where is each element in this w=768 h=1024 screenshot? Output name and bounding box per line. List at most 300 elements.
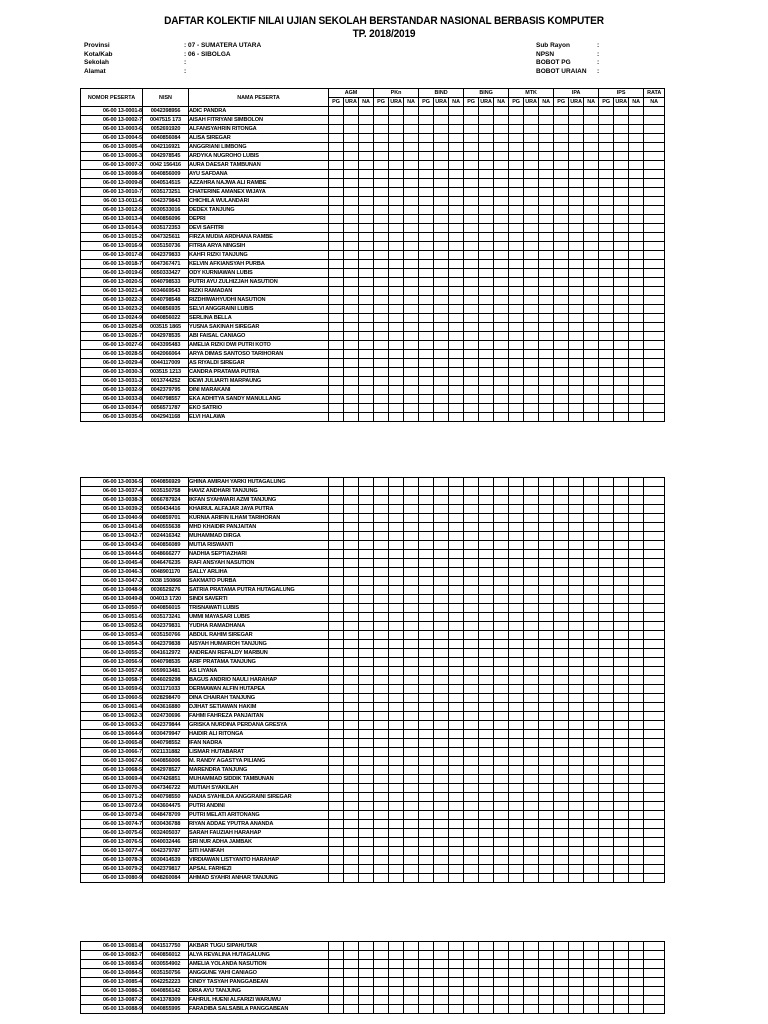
- grade-cell[interactable]: [539, 766, 554, 775]
- grade-cell[interactable]: [539, 323, 554, 332]
- grade-cell[interactable]: [449, 748, 464, 757]
- grade-cell[interactable]: [539, 996, 554, 1005]
- grade-cell[interactable]: [554, 523, 569, 532]
- grade-cell[interactable]: [419, 532, 434, 541]
- grade-cell[interactable]: [449, 996, 464, 1005]
- grade-cell[interactable]: [389, 568, 404, 577]
- grade-cell[interactable]: [359, 748, 374, 757]
- grade-cell[interactable]: [374, 395, 389, 404]
- grade-cell[interactable]: [479, 368, 494, 377]
- grade-cell[interactable]: [389, 730, 404, 739]
- grade-cell[interactable]: [524, 730, 539, 739]
- grade-cell[interactable]: [554, 960, 569, 969]
- grade-cell[interactable]: [554, 757, 569, 766]
- grade-cell[interactable]: [644, 413, 665, 422]
- grade-cell[interactable]: [569, 116, 584, 125]
- grade-cell[interactable]: [509, 676, 524, 685]
- grade-cell[interactable]: [344, 856, 359, 865]
- grade-cell[interactable]: [644, 161, 665, 170]
- grade-cell[interactable]: [584, 942, 599, 951]
- grade-cell[interactable]: [569, 730, 584, 739]
- grade-cell[interactable]: [644, 478, 665, 487]
- grade-cell[interactable]: [404, 559, 419, 568]
- grade-cell[interactable]: [344, 386, 359, 395]
- grade-cell[interactable]: [554, 377, 569, 386]
- grade-cell[interactable]: [359, 631, 374, 640]
- grade-cell[interactable]: [449, 179, 464, 188]
- grade-cell[interactable]: [644, 125, 665, 134]
- grade-cell[interactable]: [419, 350, 434, 359]
- grade-cell[interactable]: [329, 685, 344, 694]
- grade-cell[interactable]: [539, 685, 554, 694]
- grade-cell[interactable]: [389, 757, 404, 766]
- grade-cell[interactable]: [359, 721, 374, 730]
- grade-cell[interactable]: [584, 604, 599, 613]
- grade-cell[interactable]: [614, 550, 629, 559]
- grade-cell[interactable]: [629, 694, 644, 703]
- grade-cell[interactable]: [554, 152, 569, 161]
- grade-cell[interactable]: [464, 712, 479, 721]
- grade-cell[interactable]: [374, 116, 389, 125]
- grade-cell[interactable]: [494, 595, 509, 604]
- grade-cell[interactable]: [434, 568, 449, 577]
- grade-cell[interactable]: [554, 404, 569, 413]
- grade-cell[interactable]: [599, 197, 614, 206]
- grade-cell[interactable]: [449, 847, 464, 856]
- grade-cell[interactable]: [599, 811, 614, 820]
- grade-cell[interactable]: [494, 730, 509, 739]
- grade-cell[interactable]: [614, 951, 629, 960]
- grade-cell[interactable]: [539, 341, 554, 350]
- grade-cell[interactable]: [449, 820, 464, 829]
- grade-cell[interactable]: [584, 523, 599, 532]
- grade-cell[interactable]: [524, 865, 539, 874]
- grade-cell[interactable]: [419, 242, 434, 251]
- grade-cell[interactable]: [344, 296, 359, 305]
- grade-cell[interactable]: [599, 116, 614, 125]
- grade-cell[interactable]: [494, 793, 509, 802]
- grade-cell[interactable]: [494, 215, 509, 224]
- grade-cell[interactable]: [464, 514, 479, 523]
- grade-cell[interactable]: [644, 748, 665, 757]
- grade-cell[interactable]: [464, 404, 479, 413]
- grade-cell[interactable]: [599, 586, 614, 595]
- grade-cell[interactable]: [449, 942, 464, 951]
- grade-cell[interactable]: [404, 197, 419, 206]
- grade-cell[interactable]: [494, 377, 509, 386]
- grade-cell[interactable]: [329, 996, 344, 1005]
- grade-cell[interactable]: [554, 802, 569, 811]
- grade-cell[interactable]: [344, 341, 359, 350]
- grade-cell[interactable]: [479, 802, 494, 811]
- grade-cell[interactable]: [404, 640, 419, 649]
- grade-cell[interactable]: [599, 152, 614, 161]
- grade-cell[interactable]: [644, 951, 665, 960]
- grade-cell[interactable]: [509, 413, 524, 422]
- grade-cell[interactable]: [374, 269, 389, 278]
- grade-cell[interactable]: [344, 514, 359, 523]
- grade-cell[interactable]: [389, 658, 404, 667]
- grade-cell[interactable]: [434, 395, 449, 404]
- grade-cell[interactable]: [584, 496, 599, 505]
- grade-cell[interactable]: [344, 640, 359, 649]
- grade-cell[interactable]: [644, 631, 665, 640]
- grade-cell[interactable]: [464, 116, 479, 125]
- grade-cell[interactable]: [629, 748, 644, 757]
- grade-cell[interactable]: [494, 838, 509, 847]
- grade-cell[interactable]: [554, 206, 569, 215]
- grade-cell[interactable]: [509, 368, 524, 377]
- grade-cell[interactable]: [389, 676, 404, 685]
- grade-cell[interactable]: [329, 179, 344, 188]
- grade-cell[interactable]: [434, 197, 449, 206]
- grade-cell[interactable]: [494, 206, 509, 215]
- grade-cell[interactable]: [629, 323, 644, 332]
- grade-cell[interactable]: [374, 179, 389, 188]
- grade-cell[interactable]: [479, 667, 494, 676]
- grade-cell[interactable]: [404, 278, 419, 287]
- grade-cell[interactable]: [449, 496, 464, 505]
- grade-cell[interactable]: [524, 541, 539, 550]
- grade-cell[interactable]: [404, 856, 419, 865]
- grade-cell[interactable]: [359, 775, 374, 784]
- grade-cell[interactable]: [509, 116, 524, 125]
- grade-cell[interactable]: [419, 323, 434, 332]
- grade-cell[interactable]: [464, 541, 479, 550]
- grade-cell[interactable]: [554, 577, 569, 586]
- grade-cell[interactable]: [419, 856, 434, 865]
- grade-cell[interactable]: [494, 649, 509, 658]
- grade-cell[interactable]: [389, 793, 404, 802]
- grade-cell[interactable]: [599, 1005, 614, 1014]
- grade-cell[interactable]: [599, 161, 614, 170]
- grade-cell[interactable]: [599, 631, 614, 640]
- grade-cell[interactable]: [344, 838, 359, 847]
- grade-cell[interactable]: [329, 649, 344, 658]
- grade-cell[interactable]: [524, 676, 539, 685]
- grade-cell[interactable]: [434, 350, 449, 359]
- grade-cell[interactable]: [494, 278, 509, 287]
- grade-cell[interactable]: [374, 978, 389, 987]
- grade-cell[interactable]: [479, 838, 494, 847]
- grade-cell[interactable]: [584, 739, 599, 748]
- grade-cell[interactable]: [539, 287, 554, 296]
- grade-cell[interactable]: [554, 748, 569, 757]
- grade-cell[interactable]: [359, 332, 374, 341]
- grade-cell[interactable]: [389, 631, 404, 640]
- grade-cell[interactable]: [509, 667, 524, 676]
- grade-cell[interactable]: [389, 856, 404, 865]
- grade-cell[interactable]: [479, 640, 494, 649]
- grade-cell[interactable]: [539, 577, 554, 586]
- grade-cell[interactable]: [644, 793, 665, 802]
- grade-cell[interactable]: [344, 395, 359, 404]
- grade-cell[interactable]: [344, 377, 359, 386]
- grade-cell[interactable]: [479, 206, 494, 215]
- grade-cell[interactable]: [509, 152, 524, 161]
- grade-cell[interactable]: [494, 395, 509, 404]
- grade-cell[interactable]: [389, 134, 404, 143]
- grade-cell[interactable]: [509, 595, 524, 604]
- grade-cell[interactable]: [494, 631, 509, 640]
- grade-cell[interactable]: [449, 152, 464, 161]
- grade-cell[interactable]: [419, 667, 434, 676]
- grade-cell[interactable]: [539, 667, 554, 676]
- grade-cell[interactable]: [374, 550, 389, 559]
- grade-cell[interactable]: [644, 386, 665, 395]
- grade-cell[interactable]: [419, 487, 434, 496]
- grade-cell[interactable]: [539, 969, 554, 978]
- grade-cell[interactable]: [464, 251, 479, 260]
- grade-cell[interactable]: [359, 368, 374, 377]
- grade-cell[interactable]: [539, 820, 554, 829]
- grade-cell[interactable]: [494, 496, 509, 505]
- grade-cell[interactable]: [569, 685, 584, 694]
- grade-cell[interactable]: [464, 640, 479, 649]
- grade-cell[interactable]: [479, 170, 494, 179]
- grade-cell[interactable]: [584, 368, 599, 377]
- grade-cell[interactable]: [434, 775, 449, 784]
- grade-cell[interactable]: [464, 134, 479, 143]
- grade-cell[interactable]: [464, 978, 479, 987]
- grade-cell[interactable]: [449, 305, 464, 314]
- grade-cell[interactable]: [539, 748, 554, 757]
- grade-cell[interactable]: [434, 206, 449, 215]
- grade-cell[interactable]: [554, 829, 569, 838]
- grade-cell[interactable]: [629, 559, 644, 568]
- grade-cell[interactable]: [569, 676, 584, 685]
- grade-cell[interactable]: [629, 568, 644, 577]
- grade-cell[interactable]: [509, 350, 524, 359]
- grade-cell[interactable]: [584, 721, 599, 730]
- grade-cell[interactable]: [524, 960, 539, 969]
- grade-cell[interactable]: [374, 523, 389, 532]
- grade-cell[interactable]: [389, 685, 404, 694]
- grade-cell[interactable]: [524, 287, 539, 296]
- grade-cell[interactable]: [434, 604, 449, 613]
- grade-cell[interactable]: [359, 658, 374, 667]
- grade-cell[interactable]: [614, 658, 629, 667]
- grade-cell[interactable]: [554, 640, 569, 649]
- grade-cell[interactable]: [524, 640, 539, 649]
- grade-cell[interactable]: [509, 233, 524, 242]
- grade-cell[interactable]: [449, 386, 464, 395]
- grade-cell[interactable]: [404, 784, 419, 793]
- grade-cell[interactable]: [389, 541, 404, 550]
- grade-cell[interactable]: [539, 784, 554, 793]
- grade-cell[interactable]: [434, 712, 449, 721]
- grade-cell[interactable]: [419, 640, 434, 649]
- grade-cell[interactable]: [584, 215, 599, 224]
- grade-cell[interactable]: [389, 586, 404, 595]
- grade-cell[interactable]: [359, 251, 374, 260]
- grade-cell[interactable]: [464, 748, 479, 757]
- grade-cell[interactable]: [419, 143, 434, 152]
- grade-cell[interactable]: [584, 559, 599, 568]
- grade-cell[interactable]: [344, 568, 359, 577]
- grade-cell[interactable]: [434, 251, 449, 260]
- grade-cell[interactable]: [569, 413, 584, 422]
- grade-cell[interactable]: [509, 987, 524, 996]
- grade-cell[interactable]: [344, 865, 359, 874]
- grade-cell[interactable]: [404, 577, 419, 586]
- grade-cell[interactable]: [359, 640, 374, 649]
- grade-cell[interactable]: [539, 413, 554, 422]
- grade-cell[interactable]: [434, 865, 449, 874]
- grade-cell[interactable]: [479, 323, 494, 332]
- grade-cell[interactable]: [479, 685, 494, 694]
- grade-cell[interactable]: [614, 586, 629, 595]
- grade-cell[interactable]: [344, 847, 359, 856]
- grade-cell[interactable]: [404, 541, 419, 550]
- grade-cell[interactable]: [614, 269, 629, 278]
- grade-cell[interactable]: [494, 856, 509, 865]
- grade-cell[interactable]: [449, 577, 464, 586]
- grade-cell[interactable]: [584, 811, 599, 820]
- grade-cell[interactable]: [479, 793, 494, 802]
- grade-cell[interactable]: [539, 712, 554, 721]
- grade-cell[interactable]: [404, 829, 419, 838]
- grade-cell[interactable]: [629, 987, 644, 996]
- grade-cell[interactable]: [584, 413, 599, 422]
- grade-cell[interactable]: [389, 532, 404, 541]
- grade-cell[interactable]: [629, 595, 644, 604]
- grade-cell[interactable]: [449, 505, 464, 514]
- grade-cell[interactable]: [344, 269, 359, 278]
- grade-cell[interactable]: [479, 996, 494, 1005]
- grade-cell[interactable]: [539, 739, 554, 748]
- grade-cell[interactable]: [479, 649, 494, 658]
- grade-cell[interactable]: [599, 766, 614, 775]
- grade-cell[interactable]: [359, 703, 374, 712]
- grade-cell[interactable]: [449, 649, 464, 658]
- grade-cell[interactable]: [434, 278, 449, 287]
- grade-cell[interactable]: [464, 233, 479, 242]
- grade-cell[interactable]: [389, 604, 404, 613]
- grade-cell[interactable]: [509, 996, 524, 1005]
- grade-cell[interactable]: [419, 739, 434, 748]
- grade-cell[interactable]: [539, 278, 554, 287]
- grade-cell[interactable]: [524, 269, 539, 278]
- grade-cell[interactable]: [569, 514, 584, 523]
- grade-cell[interactable]: [539, 134, 554, 143]
- grade-cell[interactable]: [464, 793, 479, 802]
- grade-cell[interactable]: [599, 550, 614, 559]
- grade-cell[interactable]: [494, 179, 509, 188]
- grade-cell[interactable]: [614, 640, 629, 649]
- grade-cell[interactable]: [344, 951, 359, 960]
- grade-cell[interactable]: [629, 179, 644, 188]
- grade-cell[interactable]: [569, 395, 584, 404]
- grade-cell[interactable]: [644, 152, 665, 161]
- grade-cell[interactable]: [539, 242, 554, 251]
- grade-cell[interactable]: [629, 487, 644, 496]
- grade-cell[interactable]: [479, 125, 494, 134]
- grade-cell[interactable]: [434, 359, 449, 368]
- grade-cell[interactable]: [404, 969, 419, 978]
- grade-cell[interactable]: [569, 640, 584, 649]
- grade-cell[interactable]: [539, 775, 554, 784]
- grade-cell[interactable]: [509, 296, 524, 305]
- grade-cell[interactable]: [644, 296, 665, 305]
- grade-cell[interactable]: [419, 541, 434, 550]
- grade-cell[interactable]: [494, 978, 509, 987]
- grade-cell[interactable]: [584, 640, 599, 649]
- grade-cell[interactable]: [599, 332, 614, 341]
- grade-cell[interactable]: [614, 960, 629, 969]
- grade-cell[interactable]: [524, 987, 539, 996]
- grade-cell[interactable]: [554, 505, 569, 514]
- grade-cell[interactable]: [419, 987, 434, 996]
- grade-cell[interactable]: [629, 865, 644, 874]
- grade-cell[interactable]: [554, 942, 569, 951]
- grade-cell[interactable]: [404, 694, 419, 703]
- grade-cell[interactable]: [524, 179, 539, 188]
- grade-cell[interactable]: [644, 987, 665, 996]
- grade-cell[interactable]: [614, 978, 629, 987]
- grade-cell[interactable]: [404, 377, 419, 386]
- grade-cell[interactable]: [509, 179, 524, 188]
- grade-cell[interactable]: [509, 341, 524, 350]
- grade-cell[interactable]: [434, 631, 449, 640]
- grade-cell[interactable]: [389, 395, 404, 404]
- grade-cell[interactable]: [479, 496, 494, 505]
- grade-cell[interactable]: [599, 559, 614, 568]
- grade-cell[interactable]: [494, 676, 509, 685]
- grade-cell[interactable]: [569, 766, 584, 775]
- grade-cell[interactable]: [359, 987, 374, 996]
- grade-cell[interactable]: [464, 305, 479, 314]
- grade-cell[interactable]: [329, 604, 344, 613]
- grade-cell[interactable]: [344, 233, 359, 242]
- grade-cell[interactable]: [599, 350, 614, 359]
- grade-cell[interactable]: [584, 478, 599, 487]
- grade-cell[interactable]: [389, 359, 404, 368]
- grade-cell[interactable]: [344, 287, 359, 296]
- grade-cell[interactable]: [479, 820, 494, 829]
- grade-cell[interactable]: [614, 377, 629, 386]
- grade-cell[interactable]: [599, 978, 614, 987]
- grade-cell[interactable]: [419, 784, 434, 793]
- grade-cell[interactable]: [344, 775, 359, 784]
- grade-cell[interactable]: [509, 260, 524, 269]
- grade-cell[interactable]: [434, 523, 449, 532]
- grade-cell[interactable]: [359, 951, 374, 960]
- grade-cell[interactable]: [539, 188, 554, 197]
- grade-cell[interactable]: [374, 161, 389, 170]
- grade-cell[interactable]: [614, 631, 629, 640]
- grade-cell[interactable]: [629, 305, 644, 314]
- grade-cell[interactable]: [509, 314, 524, 323]
- grade-cell[interactable]: [569, 341, 584, 350]
- grade-cell[interactable]: [329, 224, 344, 233]
- grade-cell[interactable]: [419, 413, 434, 422]
- grade-cell[interactable]: [434, 951, 449, 960]
- grade-cell[interactable]: [464, 179, 479, 188]
- grade-cell[interactable]: [644, 251, 665, 260]
- grade-cell[interactable]: [344, 368, 359, 377]
- grade-cell[interactable]: [569, 251, 584, 260]
- grade-cell[interactable]: [554, 847, 569, 856]
- grade-cell[interactable]: [344, 802, 359, 811]
- grade-cell[interactable]: [554, 712, 569, 721]
- grade-cell[interactable]: [509, 514, 524, 523]
- grade-cell[interactable]: [359, 341, 374, 350]
- grade-cell[interactable]: [599, 712, 614, 721]
- grade-cell[interactable]: [419, 811, 434, 820]
- grade-cell[interactable]: [584, 143, 599, 152]
- grade-cell[interactable]: [359, 856, 374, 865]
